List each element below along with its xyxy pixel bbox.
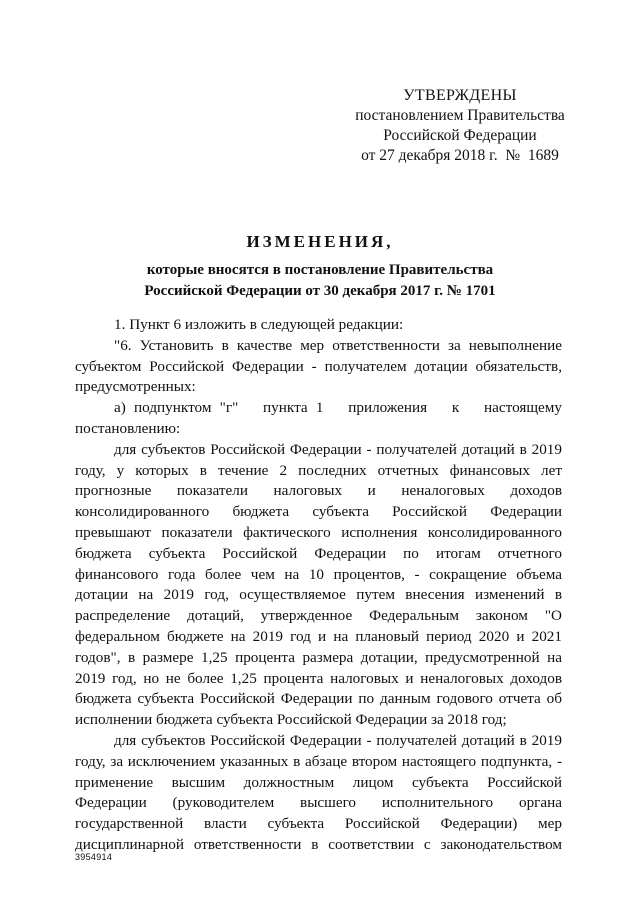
approval-line-2: Российской Федерации [383,127,537,144]
approval-line-1: постановлением Правительства [355,107,565,124]
approval-stamp: УТВЕРЖДЕНЫ [403,87,517,104]
approval-date-number: от 27 декабря 2018 г. № 1689 [361,147,559,164]
document-body [75,315,566,856]
document-subtitle [0,260,640,302]
paragraph-4: для субъектов Российской Федерации - получателей дотаций в 2019 году, у которых в течение 2 последних отчетных финансовых лет прогнозные показатели налоговых и неналоговых доходов консолидированного бюджета субъекта Российской Федерации превышают показатели фактического исполнения консолидированного бюджета субъекта Российской Федерации по итогам отчетного финансового года более чем на 10 процентов, - сокращение объема дотации на 2019 год, осуществляемое путем внесения изменений в распределение дотаций, утвержденное Федеральным законом "О федеральном бюджете на 2019 год и на плановый период 2020 и 2021 годов", в размере 1,25 процента размера дотации, предусмотренной на 2019 год, но не более 1,25 процента налоговых и неналоговых доходов бюджета субъекта Российской Федерации по данным годового отчета об исполнении бюджета субъекта Российской Федерации за 2018 год; [75,440,562,729]
paragraph-1: 1. Пункт 6 изложить в следующей редакции: [114,316,404,333]
paragraph-2: "6. Установить в качестве мер ответственности за невыполнение субъектом Российской Федерации - получателем дотации обязательств, предусмотренных: [75,336,562,396]
document-code: 3954914 [75,852,113,862]
subtitle-line-2: Российской Федерации от 30 декабря 2017 г. № 1701 [144,283,496,299]
document-title: ИЗМЕНЕНИЯ, [246,232,394,251]
paragraph-3: а) подпунктом "г" пункта 1 приложения к настоящему постановлению: [75,399,566,437]
approval-block [340,86,580,166]
paragraph-5: для субъектов Российской Федерации - получателей дотаций в 2019 году, за исключением указанных в абзаце втором настоящего подпункта, - применение высшим должностным лицом субъекта Российской Федерации (руководителем высшего исполнительного органа государственной власти субъекта Российской Федерации) мер дисциплинарной ответственности в соответствии с законодательством [75,731,562,853]
subtitle-line-1: которые вносятся в постановление Правительства [146,262,494,278]
